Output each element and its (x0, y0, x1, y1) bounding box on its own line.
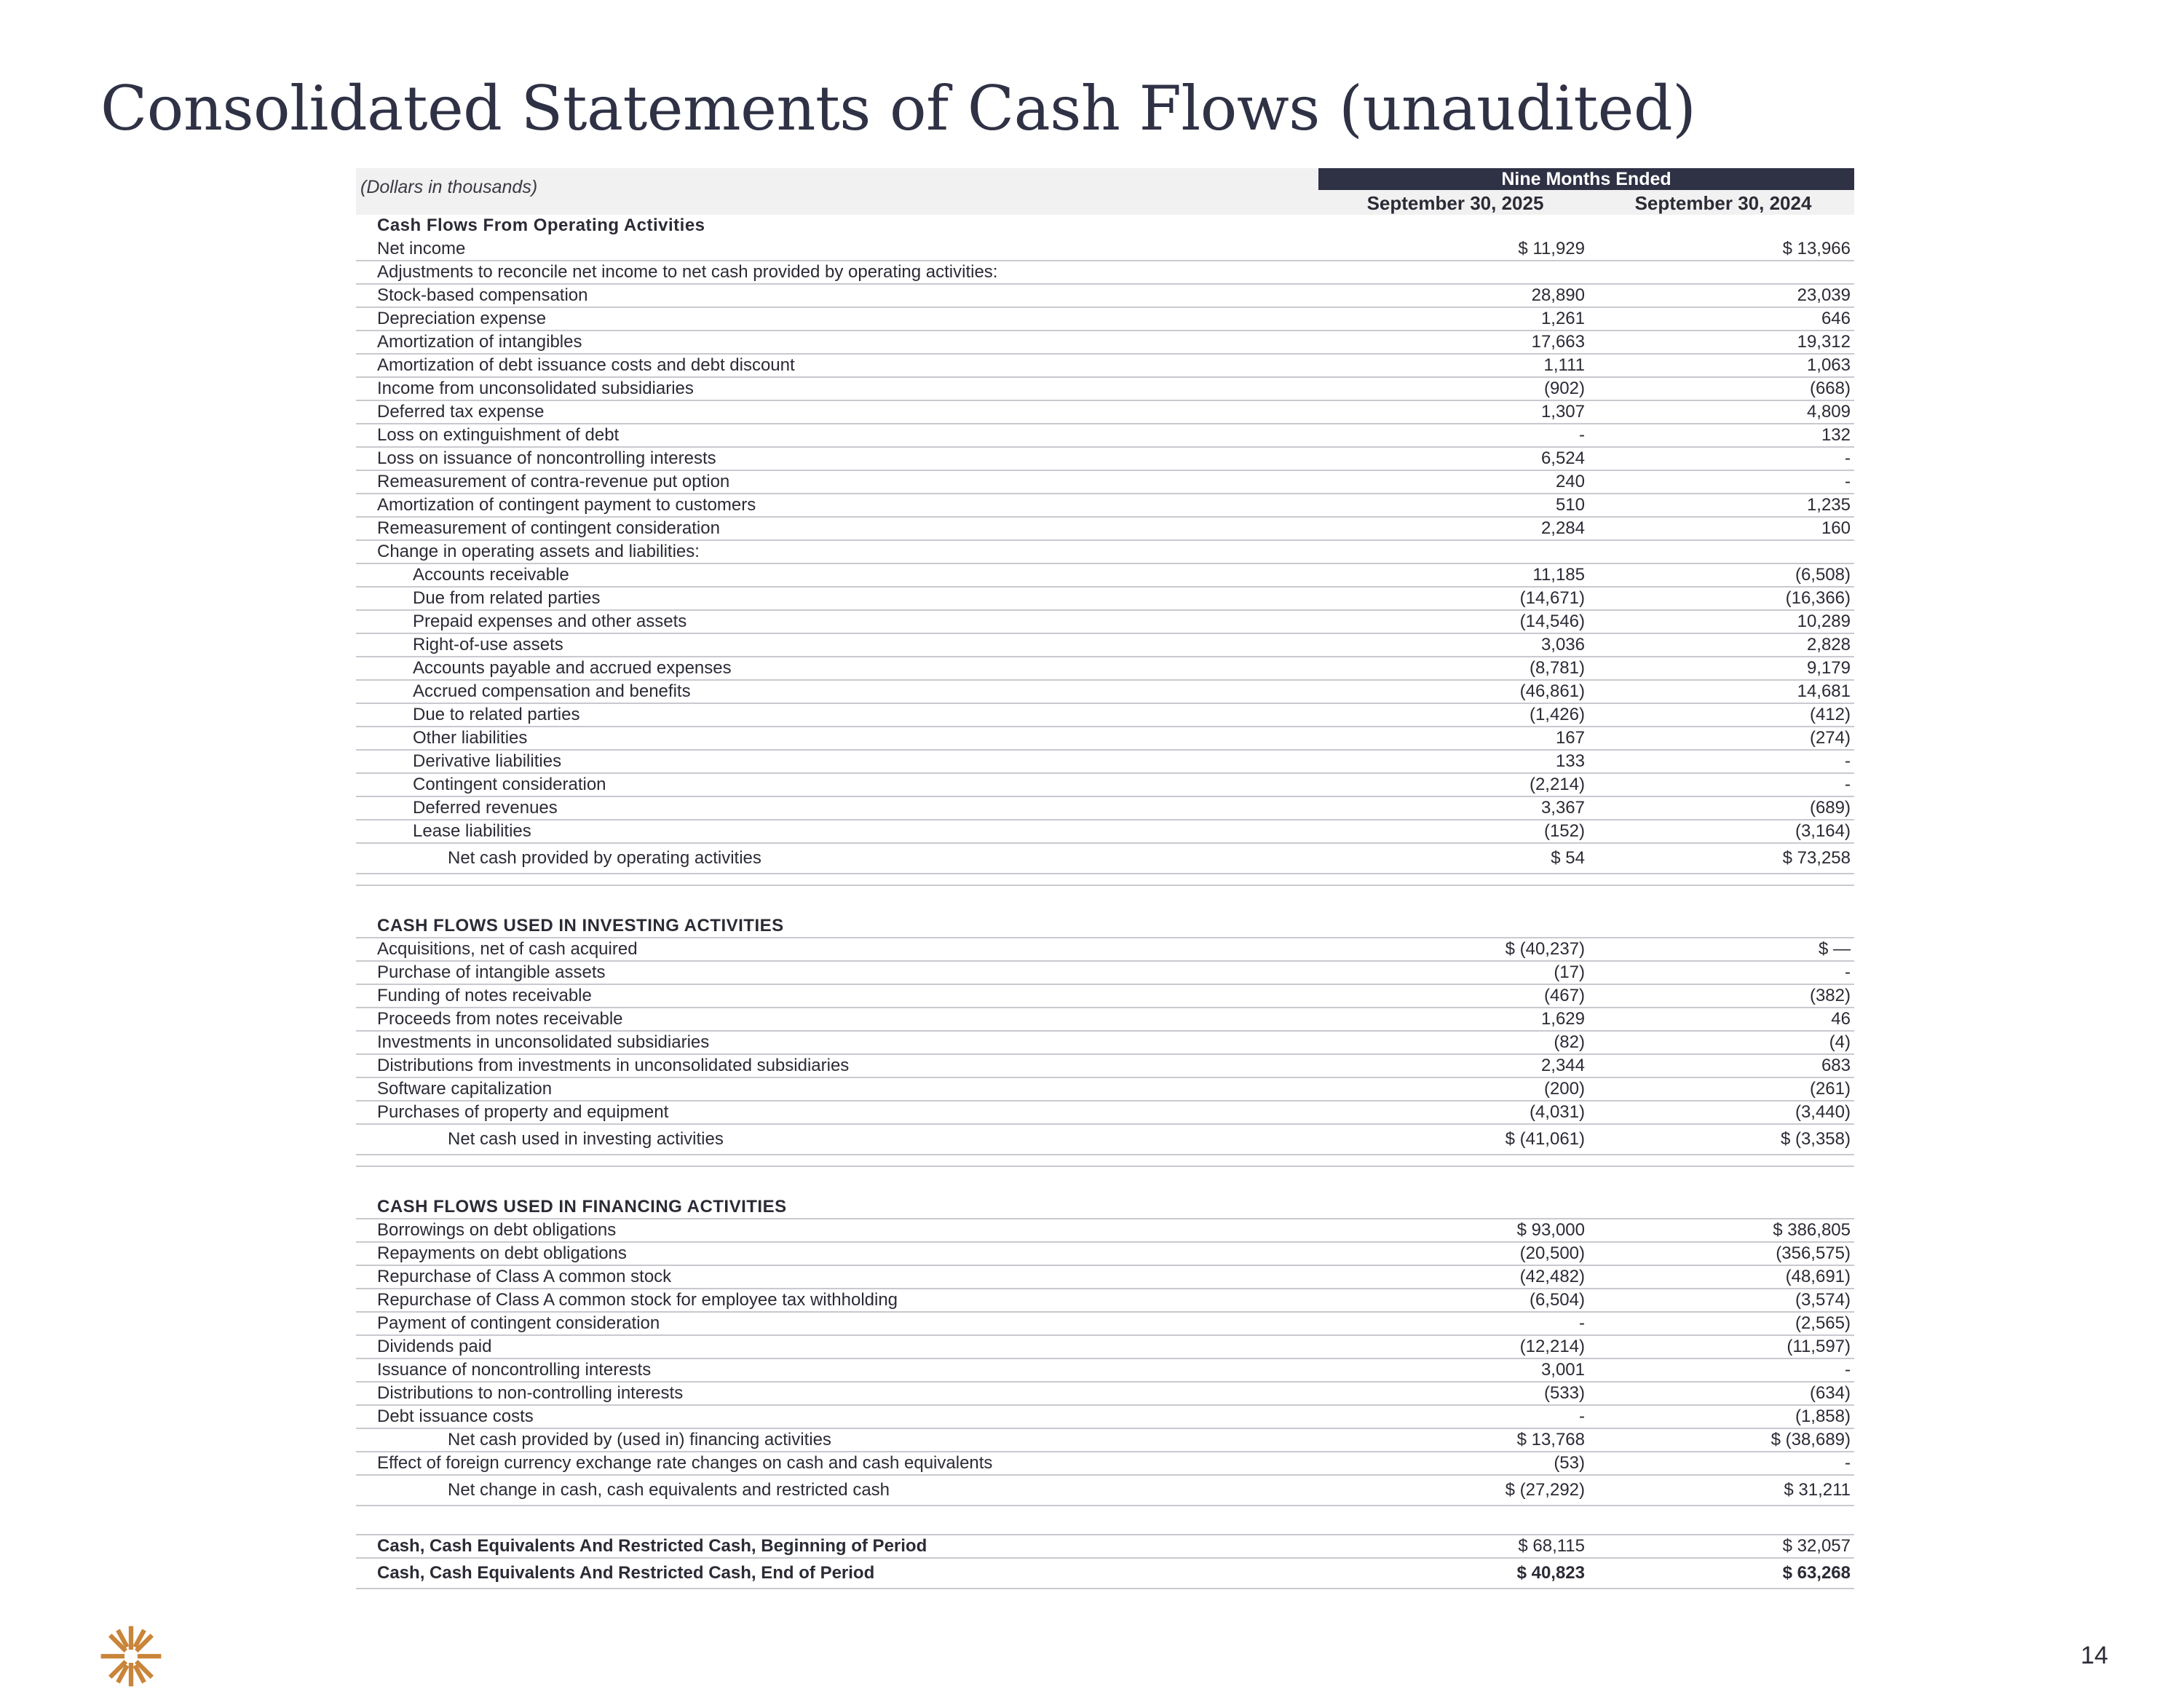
value-2025: (467) (1543, 986, 1585, 1005)
row-label: Loss on issuance of noncontrolling interests (377, 448, 716, 468)
table-row (356, 1313, 1854, 1336)
value-2024: (3,164) (1795, 821, 1851, 841)
table-row (356, 1078, 1854, 1101)
table-row (356, 1219, 1854, 1243)
value-2024: $ 32,057 (1782, 1536, 1851, 1556)
row-label: Debt issuance costs (377, 1407, 534, 1426)
row-label: CASH FLOWS USED IN FINANCING ACTIVITIES (377, 1197, 787, 1217)
value-2024: 646 (1821, 309, 1851, 328)
value-2024: 19,312 (1797, 332, 1851, 352)
table-row (356, 261, 1854, 285)
value-2025: (8,781) (1529, 658, 1585, 678)
table-row (356, 1406, 1854, 1429)
value-2024: (3,440) (1795, 1102, 1851, 1122)
value-2025: - (1579, 1407, 1585, 1426)
value-2025: 28,890 (1531, 285, 1585, 305)
value-2025: (2,214) (1529, 775, 1585, 794)
value-2025: (6,504) (1529, 1290, 1585, 1310)
row-label: Depreciation expense (377, 309, 547, 328)
table-row (356, 1032, 1854, 1055)
table-row (356, 518, 1854, 541)
table-row (356, 962, 1854, 985)
row-label: Derivative liabilities (413, 751, 562, 771)
table-row (356, 564, 1854, 588)
value-2024: (1,858) (1795, 1407, 1851, 1426)
value-2024: 9,179 (1806, 658, 1851, 678)
value-2024: 683 (1821, 1056, 1851, 1075)
total-row-financing (356, 1429, 1854, 1452)
table-row (356, 985, 1854, 1008)
value-2024: - (1845, 751, 1851, 771)
page-title: Consolidated Statements of Cash Flows (unaudited) (100, 73, 1696, 144)
section-heading-financing (356, 1196, 1854, 1219)
table-row (356, 285, 1854, 308)
table-row (356, 1452, 1854, 1476)
value-2024: (3,574) (1795, 1290, 1851, 1310)
value-2024: (48,691) (1785, 1267, 1851, 1286)
table-row (356, 308, 1854, 331)
table-row (356, 727, 1854, 751)
value-2025: (14,546) (1519, 612, 1585, 631)
table-row (356, 1101, 1854, 1125)
value-2024: 1,063 (1806, 355, 1851, 375)
row-label: Payment of contingent consideration (377, 1313, 660, 1333)
value-2024: - (1845, 775, 1851, 794)
table-row (356, 238, 1854, 261)
row-label: Loss on extinguishment of debt (377, 425, 620, 445)
value-2025: (46,861) (1519, 681, 1585, 701)
value-2024: - (1845, 1360, 1851, 1380)
table-row (356, 1008, 1854, 1032)
value-2025: 2,344 (1540, 1056, 1585, 1075)
table-row (356, 657, 1854, 681)
value-2025: (152) (1543, 821, 1585, 841)
value-2025: 1,111 (1543, 355, 1585, 375)
value-2024: $ (3,358) (1780, 1129, 1851, 1149)
value-2025: 2,284 (1540, 518, 1585, 538)
value-2024: (634) (1809, 1383, 1851, 1403)
table-row (356, 401, 1854, 424)
value-2025: 133 (1555, 751, 1585, 771)
row-label: Deferred tax expense (377, 402, 545, 422)
value-2024: (412) (1809, 705, 1851, 724)
table-row (356, 874, 1854, 886)
value-2024: (4) (1829, 1032, 1851, 1052)
value-2025: $ 68,115 (1518, 1536, 1585, 1556)
table-row (356, 774, 1854, 797)
value-2025: $ (40,237) (1505, 939, 1585, 959)
value-2024: 160 (1821, 518, 1851, 538)
value-2025: $ (41,061) (1505, 1129, 1585, 1149)
value-2025: 1,261 (1540, 309, 1585, 328)
value-2025: $ 11,929 (1518, 239, 1585, 258)
row-label: Stock-based compensation (377, 285, 588, 305)
value-2024: $ 63,268 (1782, 1563, 1851, 1583)
row-label: Change in operating assets and liabilities: (377, 542, 700, 561)
value-2024: (689) (1809, 798, 1851, 818)
value-2025: (12,214) (1519, 1337, 1585, 1356)
row-label: Effect of foreign currency exchange rate changes on cash and cash equivalents (377, 1453, 993, 1473)
value-2025: (17) (1554, 962, 1585, 982)
value-2025: $ 13,768 (1516, 1430, 1585, 1449)
row-label: CASH FLOWS USED IN INVESTING ACTIVITIES (377, 916, 784, 936)
value-2024: (2,565) (1795, 1313, 1851, 1333)
value-2024: 4,809 (1806, 402, 1851, 422)
table-row (356, 588, 1854, 611)
row-label: Amortization of intangibles (377, 332, 582, 352)
row-label: Net change in cash, cash equivalents and restricted cash (448, 1480, 890, 1500)
row-label: Purchases of property and equipment (377, 1102, 669, 1122)
value-2024: 23,039 (1797, 285, 1851, 305)
value-2025: $ (27,292) (1505, 1480, 1585, 1500)
row-label: Due from related parties (413, 588, 601, 608)
value-2025: (42,482) (1519, 1267, 1585, 1286)
table-row (356, 424, 1854, 448)
table-row (356, 1336, 1854, 1359)
table-row (356, 634, 1854, 657)
row-label: Cash, Cash Equivalents And Restricted Cash, End of Period (377, 1563, 875, 1583)
value-2024: 132 (1821, 425, 1851, 445)
row-label: Right-of-use assets (413, 635, 563, 654)
value-2024: - (1845, 1453, 1851, 1473)
value-2025: 3,001 (1540, 1360, 1585, 1380)
value-2024: 2,828 (1806, 635, 1851, 654)
value-2025: 6,524 (1540, 448, 1585, 468)
table-row (356, 797, 1854, 820)
value-2024: $ (38,689) (1770, 1430, 1851, 1449)
table-row (356, 541, 1854, 564)
row-label: Distributions from investments in unconsolidated subsidiaries (377, 1056, 850, 1075)
table-row (356, 378, 1854, 401)
row-label: Cash Flows From Operating Activities (377, 215, 705, 235)
value-2025: (20,500) (1519, 1243, 1585, 1263)
value-2025: 17,663 (1531, 332, 1585, 352)
value-2024: - (1845, 962, 1851, 982)
value-2024: (382) (1809, 986, 1851, 1005)
row-label: Amortization of contingent payment to customers (377, 495, 756, 515)
row-label: Deferred revenues (413, 798, 558, 818)
value-2025: $ 54 (1551, 848, 1585, 868)
value-2024: (11,597) (1787, 1337, 1851, 1356)
row-label: Amortization of debt issuance costs and debt discount (377, 355, 795, 375)
table-row (356, 1359, 1854, 1383)
value-2025: (82) (1554, 1032, 1585, 1052)
row-label: Net cash provided by operating activities (448, 848, 761, 868)
value-2024: (16,366) (1785, 588, 1851, 608)
row-label: Contingent consideration (413, 775, 606, 794)
value-2025: (4,031) (1529, 1102, 1585, 1122)
page-number: 14 (2081, 1642, 2108, 1669)
beginning-balance-row (356, 1535, 1854, 1559)
period-header: Nine Months Ended (1318, 168, 1854, 190)
row-label: Other liabilities (413, 728, 528, 748)
table-row (356, 611, 1854, 634)
value-2024: (668) (1809, 379, 1851, 398)
table-row (356, 448, 1854, 471)
column-header-2024: September 30, 2024 (1634, 192, 1812, 214)
total-row-operating (356, 844, 1854, 874)
value-2024: $ 386,805 (1773, 1220, 1851, 1240)
value-2025: - (1579, 425, 1585, 445)
table-row (356, 1055, 1854, 1078)
value-2024: (6,508) (1795, 565, 1851, 585)
value-2025: 167 (1555, 728, 1585, 748)
value-2025: (200) (1543, 1079, 1585, 1099)
value-2024: - (1845, 472, 1851, 491)
row-label: Funding of notes receivable (377, 986, 592, 1005)
value-2025: 510 (1555, 495, 1585, 515)
value-2024: 14,681 (1797, 681, 1851, 701)
value-2025: 11,185 (1532, 565, 1585, 585)
row-label: Repurchase of Class A common stock (377, 1267, 672, 1286)
table-row (356, 1243, 1854, 1266)
ending-balance-row (356, 1559, 1854, 1589)
value-2024: $ 31,211 (1784, 1480, 1851, 1500)
table-row (356, 1266, 1854, 1289)
table-row (356, 1155, 1854, 1167)
value-2024: 10,289 (1797, 612, 1851, 631)
table-row (356, 494, 1854, 518)
row-label: Income from unconsolidated subsidiaries (377, 379, 694, 398)
row-label: Net cash provided by (used in) financing activities (448, 1430, 831, 1449)
table-row (356, 331, 1854, 355)
value-2024: (356,575) (1776, 1243, 1851, 1263)
row-label: Software capitalization (377, 1079, 553, 1099)
table-body (356, 215, 1854, 1589)
value-2025: 240 (1555, 472, 1585, 491)
row-label: Net cash used in investing activities (448, 1129, 724, 1149)
row-label: Repurchase of Class A common stock for employee tax withholding (377, 1290, 898, 1310)
table-row (356, 1383, 1854, 1406)
value-2025: (902) (1543, 379, 1585, 398)
value-2025: 1,307 (1540, 402, 1585, 422)
units-note: (Dollars in thousands) (360, 177, 538, 197)
row-label: Net income (377, 239, 466, 258)
total-row-investing (356, 1125, 1854, 1155)
table-row (356, 704, 1854, 727)
net-change-row (356, 1476, 1854, 1506)
value-2025: (53) (1554, 1453, 1585, 1473)
company-logo-icon (98, 1623, 164, 1689)
table-row (356, 1506, 1854, 1535)
row-label: Adjustments to reconcile net income to net cash provided by operating activities: (377, 262, 998, 282)
row-label: Accounts payable and accrued expenses (413, 658, 732, 678)
value-2025: (1,426) (1529, 705, 1585, 724)
column-header-2025: September 30, 2025 (1366, 192, 1544, 214)
row-label: Investments in unconsolidated subsidiaries (377, 1032, 710, 1052)
value-2025: (533) (1543, 1383, 1585, 1403)
value-2025: 3,036 (1540, 635, 1585, 654)
row-label: Remeasurement of contra-revenue put option (377, 472, 730, 491)
row-label: Lease liabilities (413, 821, 531, 841)
row-label: Due to related parties (413, 705, 580, 724)
table-row (356, 681, 1854, 704)
value-2024: 1,235 (1806, 495, 1851, 515)
table-row (356, 751, 1854, 774)
row-label: Dividends paid (377, 1337, 492, 1356)
table-row (356, 886, 1854, 915)
value-2025: $ 93,000 (1516, 1220, 1585, 1240)
table-row (356, 820, 1854, 844)
row-label: Proceeds from notes receivable (377, 1009, 623, 1029)
table-row (356, 938, 1854, 962)
row-label: Accrued compensation and benefits (413, 681, 691, 701)
table-row (356, 1167, 1854, 1196)
value-2025: - (1579, 1313, 1585, 1333)
value-2025: 1,629 (1540, 1009, 1585, 1029)
value-2024: (261) (1809, 1079, 1851, 1099)
row-label: Borrowings on debt obligations (377, 1220, 617, 1240)
value-2025: 3,367 (1540, 798, 1585, 818)
value-2024: - (1845, 448, 1851, 468)
value-2025: (14,671) (1519, 588, 1585, 608)
value-2024: 46 (1831, 1009, 1851, 1029)
table-row (356, 355, 1854, 378)
row-label: Accounts receivable (413, 565, 569, 585)
row-label: Prepaid expenses and other assets (413, 612, 687, 631)
section-heading-operating (356, 215, 1854, 238)
row-label: Cash, Cash Equivalents And Restricted Cash, Beginning of Period (377, 1536, 927, 1556)
row-label: Repayments on debt obligations (377, 1243, 627, 1263)
value-2024: (274) (1809, 728, 1851, 748)
row-label: Acquisitions, net of cash acquired (377, 939, 638, 959)
section-heading-investing (356, 915, 1854, 938)
table-row (356, 471, 1854, 494)
value-2024: $ 13,966 (1782, 239, 1851, 258)
value-2025: $ 40,823 (1516, 1563, 1585, 1583)
row-label: Remeasurement of contingent consideration (377, 518, 720, 538)
row-label: Purchase of intangible assets (377, 962, 606, 982)
value-2024: $ 73,258 (1782, 848, 1851, 868)
table-row (356, 1289, 1854, 1313)
row-label: Issuance of noncontrolling interests (377, 1360, 652, 1380)
value-2024: $ — (1818, 939, 1851, 959)
row-label: Distributions to non-controlling interests (377, 1383, 684, 1403)
